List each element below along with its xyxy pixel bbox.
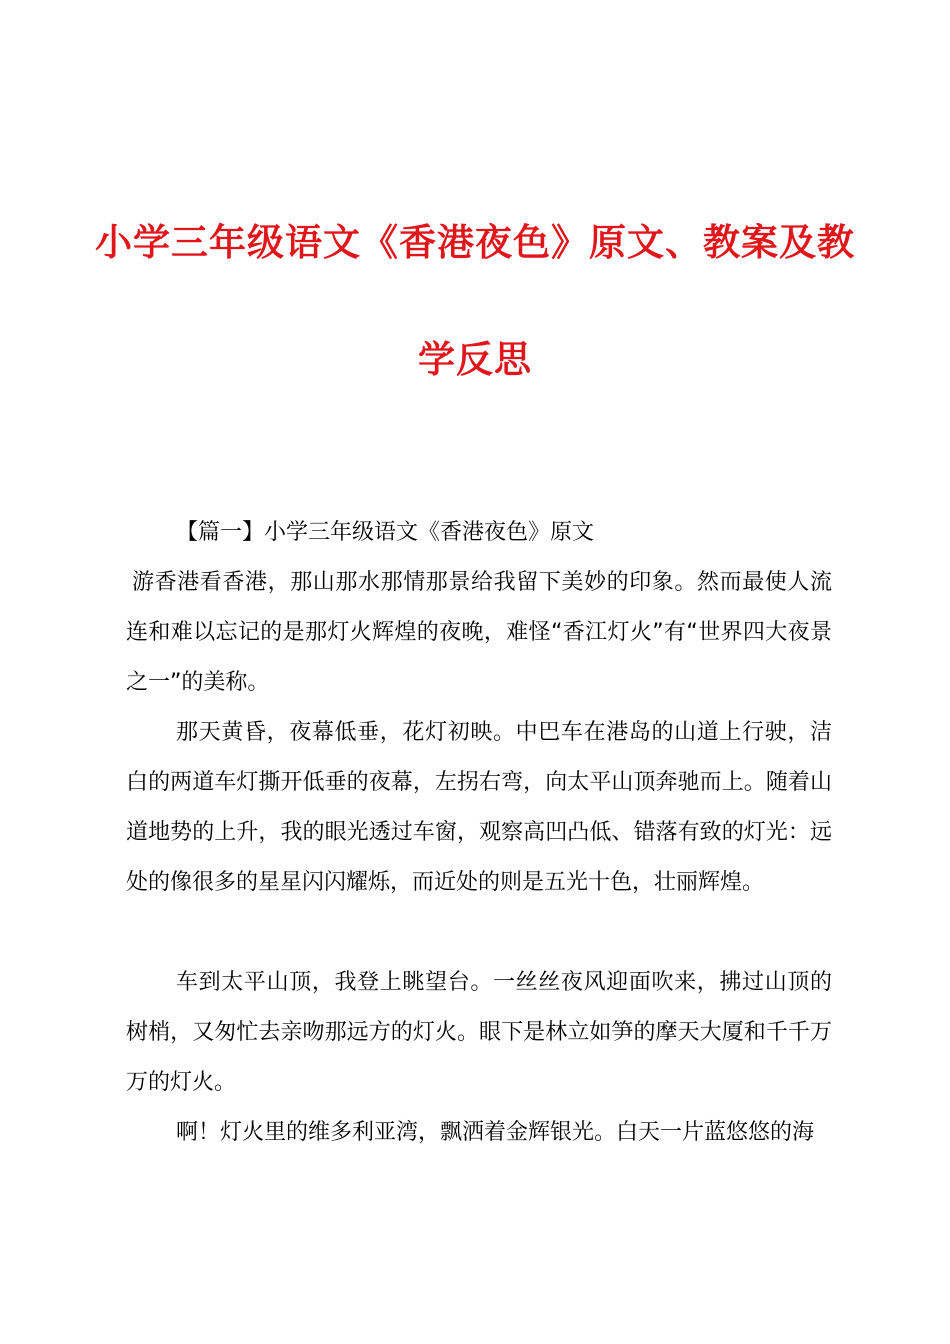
- body-paragraph-3: 车到太平山顶，我登上眺望台。一丝丝夜风迎面吹来，拂过山顶的树梢，又匆忙去亲吻那远方的灯火。眼下是林立如笋的摩天大厦和千千万万的灯火。: [126, 970, 832, 1095]
- document-title-line-1: 小学三年级语文《香港夜色》原文、教案及教: [95, 221, 855, 264]
- body-paragraph-4-block: [126, 1108, 832, 1158]
- body-paragraph-4: 啊！灯火里的维多利亚湾，飘洒着金辉银光。白天一片蓝悠悠的海: [176, 1120, 815, 1145]
- body-paragraph-2: 那天黄昏，夜幕低垂，花灯初映。中巴车在港岛的山道上行驶，洁白的两道车灯撕开低垂的夜幕，左拐右弯，向太平山顶奔驰而上。随着山道地势的上升，我的眼光透过车窗，观察高凹凸低、错落有致的灯光：远处的像很多的星星闪闪耀烁，而近处的则是五光十色，壮丽辉煌。: [126, 720, 832, 895]
- document-title-line-2: 学反思: [418, 338, 532, 381]
- body-paragraph-1: 游香港看香港，那山那水那情那景给我留下美妙的印象。然而最使人流连和难以忘记的是那灯火辉煌的夜晚，难怪“香江灯火”有“世界四大夜景之一”的美称。: [126, 570, 832, 695]
- body-paragraph-1-block: [126, 558, 832, 708]
- body-paragraph-3-block: [126, 958, 832, 1108]
- section-heading: 【篇一】小学三年级语文《香港夜色》原文: [176, 520, 595, 545]
- body-paragraph-2-block: [126, 708, 832, 908]
